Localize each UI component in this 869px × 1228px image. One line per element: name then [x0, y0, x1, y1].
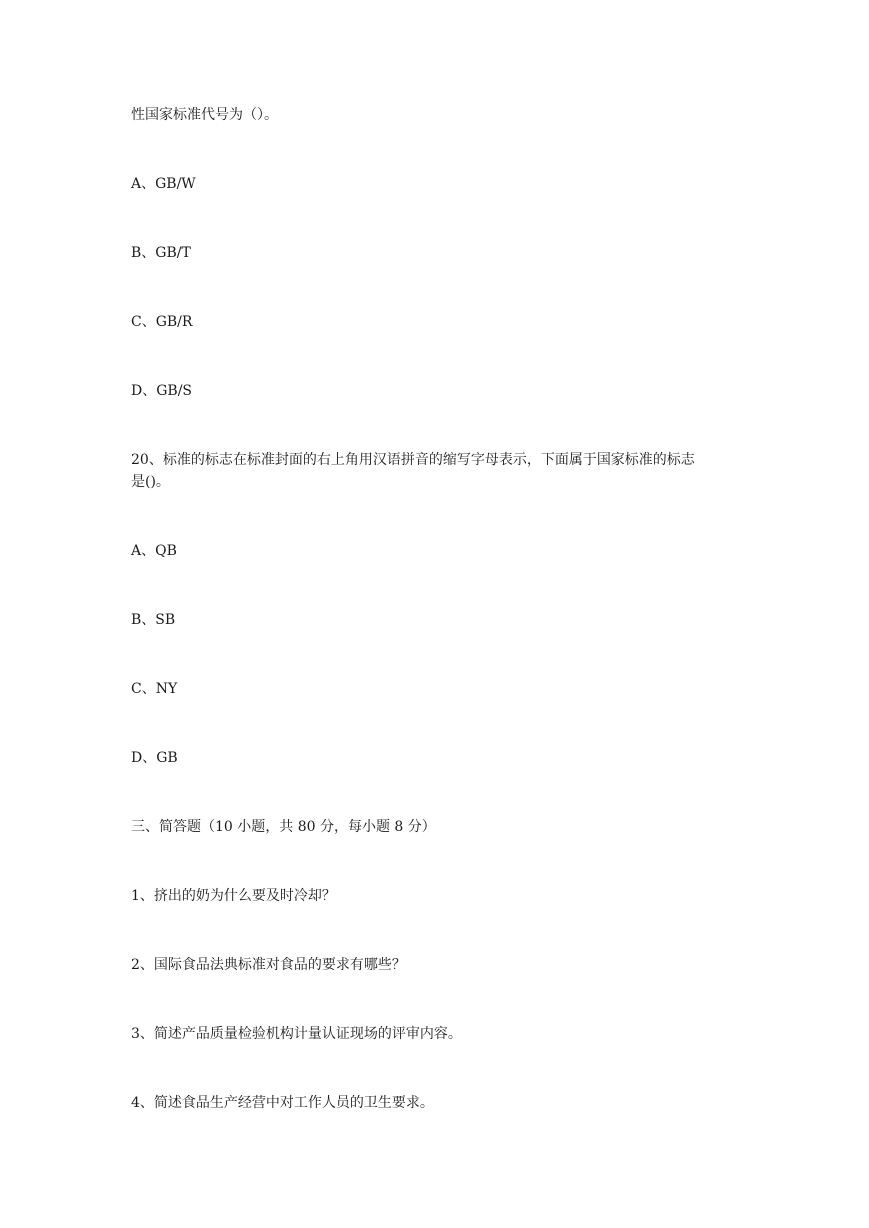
- q19-option-c: C、GB/R: [131, 314, 193, 330]
- q20-option-b: B、SB: [131, 612, 176, 628]
- short-answer-2: 2、国际食品法典标准对食品的要求有哪些？: [131, 957, 406, 973]
- question-20-stem-line2: 是()。: [131, 474, 170, 490]
- q19-option-d: D、GB/S: [131, 383, 193, 399]
- section-3-heading: 三、简答题（10 小题，共 80 分，每小题 8 分）: [131, 819, 436, 835]
- q19-option-b: B、GB/T: [131, 245, 191, 261]
- q19-option-a: A、GB/W: [131, 176, 196, 192]
- short-answer-3: 3、简述产品质量检验机构计量认证现场的评审内容。: [131, 1026, 462, 1042]
- q20-option-a: A、QB: [131, 543, 177, 559]
- q20-option-c: C、NY: [131, 681, 178, 697]
- question-20-stem-line1: 20、标准的标志在标准封面的右上角用汉语拼音的缩写字母表示，下面属于国家标准的标志: [131, 452, 695, 468]
- short-answer-1: 1、挤出的奶为什么要及时冷却？: [131, 888, 336, 904]
- short-answer-4: 4、简述食品生产经营中对工作人员的卫生要求。: [131, 1095, 434, 1111]
- question-19-stem: 性国家标准代号为（）。: [131, 107, 278, 123]
- q20-option-d: D、GB: [131, 750, 178, 766]
